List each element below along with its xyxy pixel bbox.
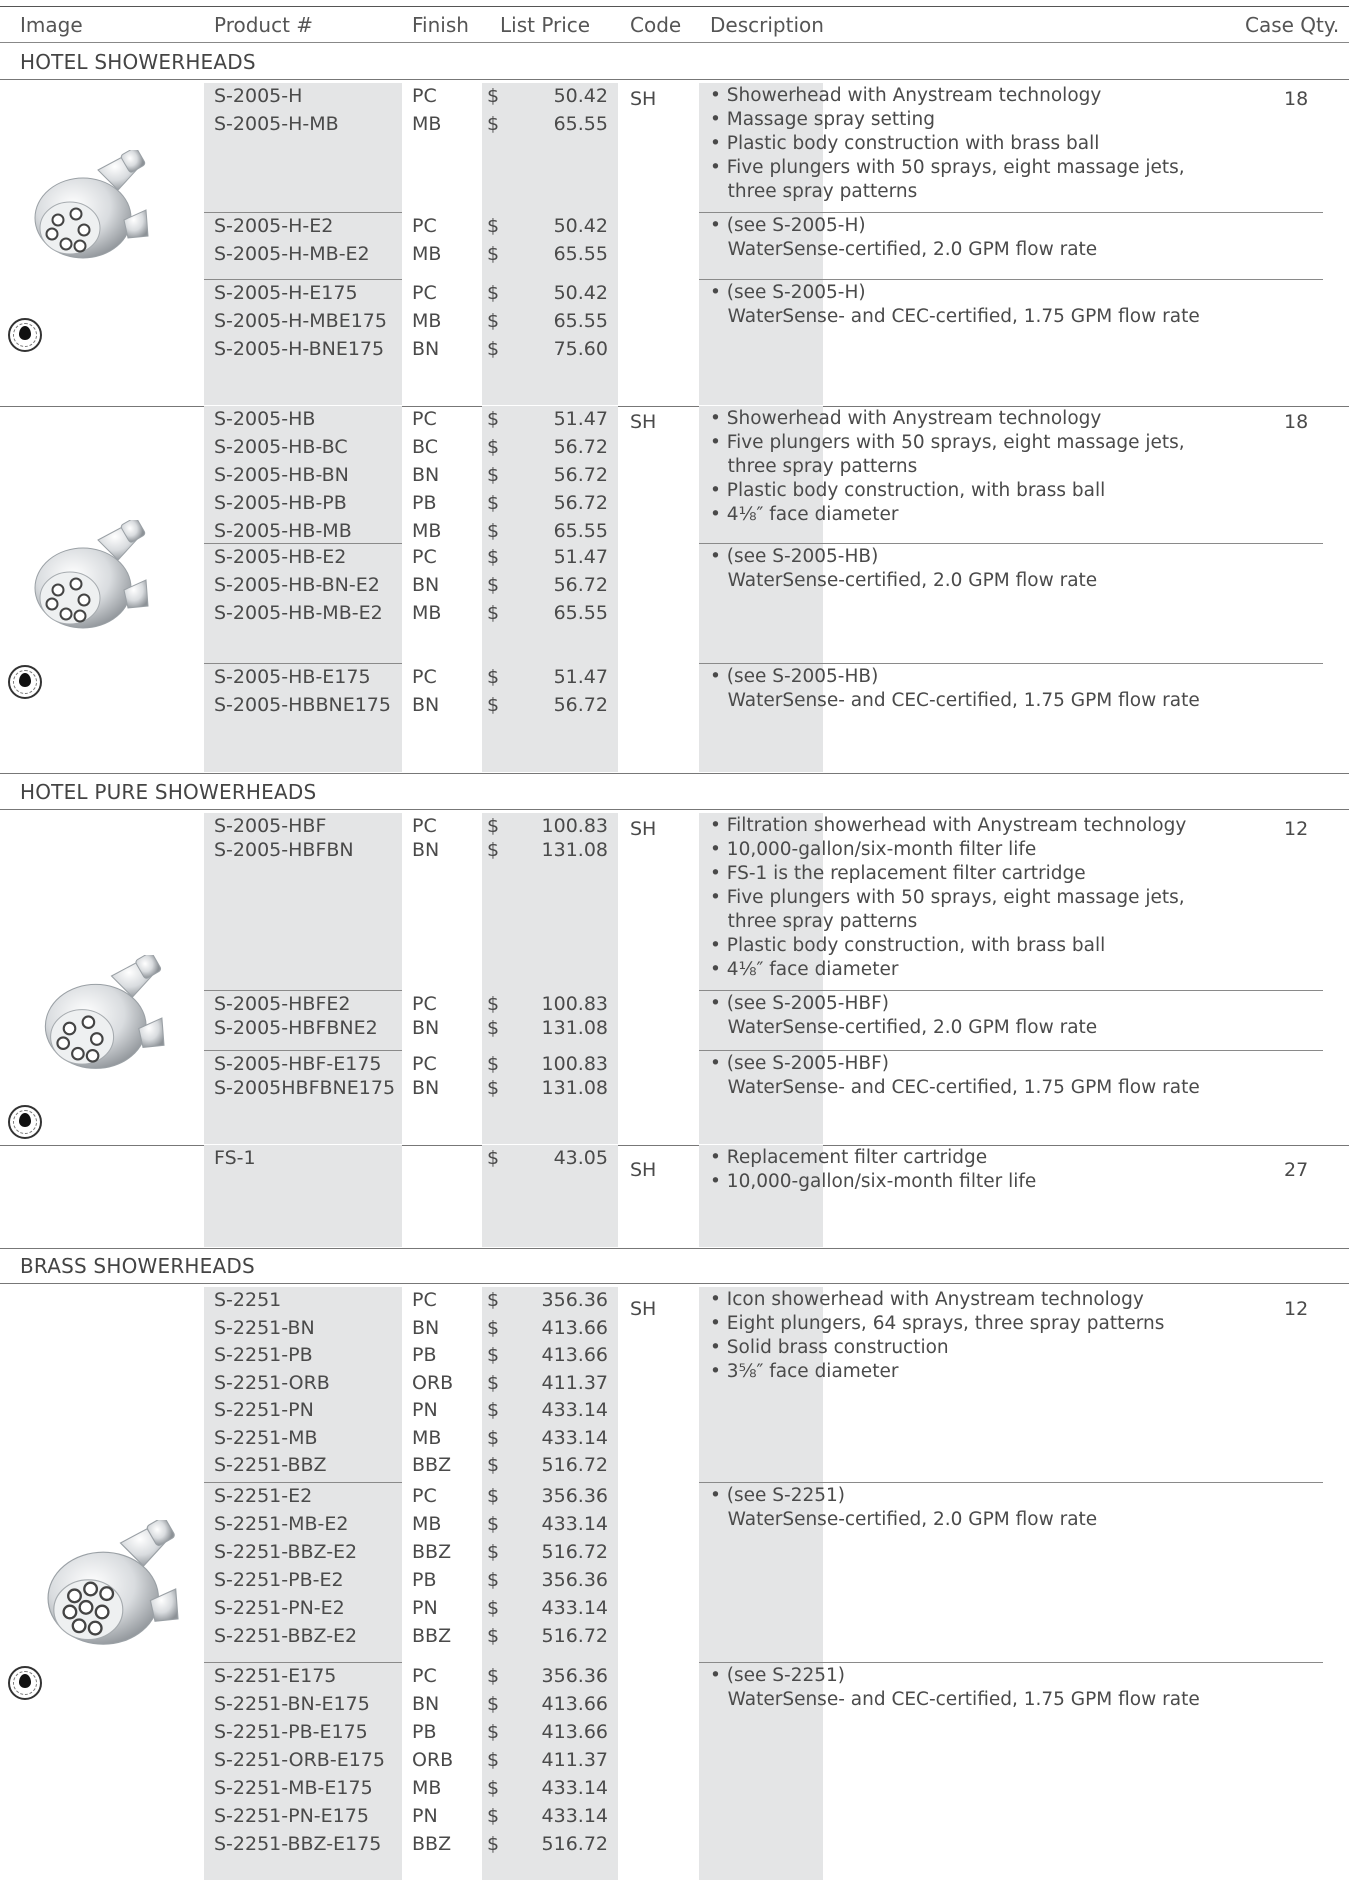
header-image: Image xyxy=(20,13,83,37)
finish-code: PN xyxy=(412,1399,438,1421)
description-line: • (see S-2251) xyxy=(710,1665,846,1686)
currency-symbol: $ xyxy=(487,1805,500,1827)
list-price: 65.55 xyxy=(553,602,608,624)
list-price: 131.08 xyxy=(541,1077,608,1099)
product-code: SH xyxy=(630,1159,657,1181)
list-price: 433.14 xyxy=(541,1777,608,1799)
description-line: • Replacement filter cartridge xyxy=(710,1147,988,1168)
description-line: three spray patterns xyxy=(710,911,918,932)
list-price: 50.42 xyxy=(553,282,608,304)
group-rule xyxy=(204,279,402,280)
product-number[interactable]: S-2005-H xyxy=(214,85,303,107)
product-number[interactable]: S-2005-HB-BN-E2 xyxy=(214,574,380,596)
currency-symbol: $ xyxy=(487,1053,500,1075)
finish-code: BN xyxy=(412,1017,440,1039)
list-price: 50.42 xyxy=(553,85,608,107)
currency-symbol: $ xyxy=(487,1316,500,1339)
description-line: three spray patterns xyxy=(710,181,918,202)
product-number[interactable]: S-2251-BBZ-E2 xyxy=(214,1625,358,1647)
list-price: 65.55 xyxy=(553,310,608,332)
product-number[interactable]: S-2005-H-MB xyxy=(214,113,339,135)
currency-symbol: $ xyxy=(487,574,500,596)
product-number[interactable]: S-2005-HB-MB xyxy=(214,520,352,542)
description-line: WaterSense- and CEC-certified, 1.75 GPM flow rate xyxy=(710,1077,1200,1098)
currency-symbol: $ xyxy=(487,1625,500,1647)
product-number[interactable]: S-2251-BBZ-E175 xyxy=(214,1833,382,1855)
description-line: • (see S-2005-HB) xyxy=(710,546,879,567)
currency-symbol: $ xyxy=(487,1344,500,1366)
currency-symbol: $ xyxy=(487,1597,500,1619)
list-price: 356.36 xyxy=(541,1665,608,1687)
group-rule xyxy=(204,1662,402,1663)
list-price: 56.72 xyxy=(553,574,608,596)
finish-code: PB xyxy=(412,1344,437,1366)
product-code: SH xyxy=(630,1298,657,1320)
list-price: 516.72 xyxy=(541,1625,608,1647)
list-price: 413.66 xyxy=(541,1316,608,1339)
product-number[interactable]: S-2005-HB-BC xyxy=(214,436,348,458)
product-number[interactable]: S-2005-HB-BN xyxy=(214,464,349,486)
description-line: • Massage spray setting xyxy=(710,109,935,130)
list-price: 43.05 xyxy=(553,1147,608,1169)
product-number[interactable]: S-2005-HB-PB xyxy=(214,492,347,514)
product-number[interactable]: S-2251-BN xyxy=(214,1316,315,1339)
currency-symbol: $ xyxy=(487,1569,500,1591)
list-price: 356.36 xyxy=(541,1569,608,1591)
finish-code: MB xyxy=(412,520,442,542)
product-number[interactable]: S-2251 xyxy=(214,1289,282,1311)
list-price: 413.66 xyxy=(541,1721,608,1743)
finish-code: PB xyxy=(412,492,437,514)
product-number[interactable]: S-2251-PB-E175 xyxy=(214,1721,368,1743)
description-line: • (see S-2005-HB) xyxy=(710,666,879,687)
product-number[interactable]: S-2251-E175 xyxy=(214,1665,337,1687)
finish-code: MB xyxy=(412,1426,442,1449)
product-number[interactable]: S-2251-MB-E2 xyxy=(214,1513,349,1535)
product-rule xyxy=(0,1248,1349,1249)
description-line: • Plastic body construction, with brass ball xyxy=(710,480,1106,501)
list-price: 56.72 xyxy=(553,694,608,716)
watersense-badge-icon xyxy=(8,1105,42,1139)
list-price: 411.37 xyxy=(541,1749,608,1771)
product-number[interactable]: S-2251-BN-E175 xyxy=(214,1693,370,1715)
currency-symbol: $ xyxy=(487,520,500,542)
currency-symbol: $ xyxy=(487,408,500,430)
currency-symbol: $ xyxy=(487,492,500,514)
product-rule xyxy=(0,1145,1349,1146)
product-number[interactable]: S-2005-HBFE2 xyxy=(214,993,351,1015)
showerhead-photo xyxy=(28,150,158,270)
description-line: WaterSense-certified, 2.0 GPM flow rate xyxy=(710,239,1098,260)
list-price: 516.72 xyxy=(541,1833,608,1855)
finish-code: PC xyxy=(412,546,437,568)
product-number[interactable]: S-2005-HB-E175 xyxy=(214,666,371,688)
group-rule xyxy=(699,1662,1323,1663)
description-line: • (see S-2251) xyxy=(710,1485,846,1506)
product-number[interactable]: S-2005-HBF xyxy=(214,815,327,837)
product-number[interactable]: S-2005-HB xyxy=(214,408,316,430)
currency-symbol: $ xyxy=(487,602,500,624)
description-line: • Solid brass construction xyxy=(710,1337,949,1358)
finish-code: BN xyxy=(412,574,440,596)
finish-code: BN xyxy=(412,694,440,716)
group-rule xyxy=(699,543,1323,544)
product-number[interactable]: S-2005-HB-MB-E2 xyxy=(214,602,383,624)
case-qty: 27 xyxy=(1284,1159,1309,1181)
finish-code: PC xyxy=(412,215,437,237)
finish-code: MB xyxy=(412,1777,442,1799)
watersense-badge-icon xyxy=(8,665,42,699)
group-rule xyxy=(204,1050,402,1051)
finish-code: PB xyxy=(412,1569,437,1591)
list-price: 75.60 xyxy=(553,338,608,360)
list-price: 516.72 xyxy=(541,1541,608,1563)
header-case-qty: Case Qty. xyxy=(1245,13,1340,37)
product-number[interactable]: S-2251-PN xyxy=(214,1399,314,1421)
product-number[interactable]: S-2005HBFBNE175 xyxy=(214,1077,396,1099)
list-price: 56.72 xyxy=(553,464,608,486)
finish-code: BC xyxy=(412,436,438,458)
showerhead-photo xyxy=(28,520,158,640)
currency-symbol: $ xyxy=(487,1749,500,1771)
description-line: • 10,000-gallon/six-month filter life xyxy=(710,839,1037,860)
finish-code: BBZ xyxy=(412,1454,452,1476)
header-finish: Finish xyxy=(412,13,469,37)
finish-code: MB xyxy=(412,113,442,135)
description-line: three spray patterns xyxy=(710,456,918,477)
currency-symbol: $ xyxy=(487,1665,500,1687)
showerhead-photo xyxy=(38,955,175,1081)
list-price: 131.08 xyxy=(541,1017,608,1039)
description-line: • 10,000-gallon/six-month filter life xyxy=(710,1171,1037,1192)
description-line: • Plastic body construction with brass ball xyxy=(710,133,1100,154)
group-rule xyxy=(699,663,1323,664)
description-line: • (see S-2005-HBF) xyxy=(710,1053,889,1074)
list-price: 51.47 xyxy=(553,408,608,430)
finish-code: BN xyxy=(412,1077,440,1099)
product-number[interactable]: S-2005-HBF-E175 xyxy=(214,1053,382,1075)
showerhead-photo xyxy=(40,1520,190,1658)
currency-symbol: $ xyxy=(487,1454,500,1476)
group-rule xyxy=(699,1482,1323,1483)
description-line: • Showerhead with Anystream technology xyxy=(710,85,1102,106)
product-number[interactable]: S-2005-H-BNE175 xyxy=(214,338,385,360)
product-number[interactable]: S-2251-PN-E175 xyxy=(214,1805,369,1827)
currency-symbol: $ xyxy=(487,1721,500,1743)
product-number[interactable]: S-2251-ORB xyxy=(214,1371,330,1394)
description-line: • FS-1 is the replacement filter cartridge xyxy=(710,863,1086,884)
product-rule xyxy=(0,406,1349,407)
currency-symbol: $ xyxy=(487,1485,500,1507)
list-price: 51.47 xyxy=(553,666,608,688)
description-line: • Icon showerhead with Anystream technology xyxy=(710,1289,1144,1310)
product-number[interactable]: S-2005-HBBNE175 xyxy=(214,694,391,716)
currency-symbol: $ xyxy=(487,815,500,837)
finish-code: PN xyxy=(412,1805,438,1827)
finish-code: BBZ xyxy=(412,1541,452,1563)
finish-code: BN xyxy=(412,1693,440,1715)
header-rule xyxy=(0,42,1349,43)
currency-symbol: $ xyxy=(487,694,500,716)
description-line: • 4⅛″ face diameter xyxy=(710,959,899,980)
description-line: • Plastic body construction, with brass ball xyxy=(710,935,1106,956)
case-qty: 12 xyxy=(1284,1298,1309,1320)
description-line: • (see S-2005-HBF) xyxy=(710,993,889,1014)
finish-code: PC xyxy=(412,1053,437,1075)
currency-symbol: $ xyxy=(487,993,500,1015)
list-price: 433.14 xyxy=(541,1426,608,1449)
list-price: 433.14 xyxy=(541,1513,608,1535)
list-price: 100.83 xyxy=(541,993,608,1015)
finish-code: BN xyxy=(412,1316,440,1339)
description-line: • Showerhead with Anystream technology xyxy=(710,408,1102,429)
currency-symbol: $ xyxy=(487,215,500,237)
finish-code: PC xyxy=(412,666,437,688)
product-number[interactable]: S-2251-ORB-E175 xyxy=(214,1749,385,1771)
description-line: WaterSense- and CEC-certified, 1.75 GPM flow rate xyxy=(710,306,1200,327)
finish-code: PC xyxy=(412,1289,437,1311)
finish-code: MB xyxy=(412,243,442,265)
description-line: • 4⅛″ face diameter xyxy=(710,504,899,525)
group-rule xyxy=(204,990,402,991)
currency-symbol: $ xyxy=(487,1513,500,1535)
list-price: 433.14 xyxy=(541,1399,608,1421)
list-price: 356.36 xyxy=(541,1289,608,1311)
finish-code: PC xyxy=(412,993,437,1015)
currency-symbol: $ xyxy=(487,666,500,688)
finish-code: MB xyxy=(412,310,442,332)
currency-symbol: $ xyxy=(487,1371,500,1394)
header-product: Product # xyxy=(214,13,314,37)
product-number[interactable]: S-2251-PB xyxy=(214,1344,313,1366)
finish-code: ORB xyxy=(412,1749,454,1771)
case-qty: 18 xyxy=(1284,88,1309,110)
currency-symbol: $ xyxy=(487,1077,500,1099)
product-number[interactable]: S-2251-E2 xyxy=(214,1485,313,1507)
list-price: 65.55 xyxy=(553,520,608,542)
header-code: Code xyxy=(630,13,682,37)
description-line: • Filtration showerhead with Anystream technology xyxy=(710,815,1187,836)
watersense-badge-icon xyxy=(8,318,42,352)
group-rule xyxy=(204,543,402,544)
description-line: • (see S-2005-H) xyxy=(710,215,866,236)
currency-symbol: $ xyxy=(487,1017,500,1039)
description-line: • Five plungers with 50 sprays, eight massage jets, xyxy=(710,432,1185,453)
group-rule xyxy=(699,279,1323,280)
product-number[interactable]: S-2005-HB-E2 xyxy=(214,546,347,568)
product-number[interactable]: S-2251-PN-E2 xyxy=(214,1597,345,1619)
finish-code: PC xyxy=(412,282,437,304)
product-number[interactable]: S-2005-H-E2 xyxy=(214,215,334,237)
section-rule xyxy=(0,809,1349,810)
finish-code: BBZ xyxy=(412,1625,452,1647)
currency-symbol: $ xyxy=(487,113,500,135)
currency-symbol: $ xyxy=(487,1399,500,1421)
list-price: 50.42 xyxy=(553,215,608,237)
currency-symbol: $ xyxy=(487,1426,500,1449)
currency-symbol: $ xyxy=(487,1147,500,1169)
finish-code: BBZ xyxy=(412,1833,452,1855)
group-rule xyxy=(699,990,1323,991)
currency-symbol: $ xyxy=(487,1289,500,1311)
list-price: 65.55 xyxy=(553,243,608,265)
product-number[interactable]: FS-1 xyxy=(214,1147,256,1169)
currency-symbol: $ xyxy=(487,310,500,332)
list-price: 131.08 xyxy=(541,839,608,861)
description-line: WaterSense- and CEC-certified, 1.75 GPM flow rate xyxy=(710,1689,1200,1710)
header-list-price: List Price xyxy=(500,13,591,37)
list-price: 411.37 xyxy=(541,1371,608,1394)
description-line: • (see S-2005-H) xyxy=(710,282,866,303)
finish-code: PN xyxy=(412,1597,438,1619)
currency-symbol: $ xyxy=(487,1541,500,1563)
list-price: 51.47 xyxy=(553,546,608,568)
product-number[interactable]: S-2251-MB-E175 xyxy=(214,1777,373,1799)
currency-symbol: $ xyxy=(487,282,500,304)
finish-code: MB xyxy=(412,602,442,624)
case-qty: 18 xyxy=(1284,411,1309,433)
group-rule xyxy=(204,212,402,213)
product-number[interactable]: S-2005-HBFBN xyxy=(214,839,354,861)
currency-symbol: $ xyxy=(487,546,500,568)
product-number[interactable]: S-2005-H-E175 xyxy=(214,282,358,304)
currency-symbol: $ xyxy=(487,1833,500,1855)
list-price: 516.72 xyxy=(541,1454,608,1476)
currency-symbol: $ xyxy=(487,243,500,265)
currency-symbol: $ xyxy=(487,1693,500,1715)
finish-code: PC xyxy=(412,815,437,837)
section-rule xyxy=(0,1283,1349,1284)
description-line: • 3⅝″ face diameter xyxy=(710,1361,899,1382)
list-price: 413.66 xyxy=(541,1344,608,1366)
product-code: SH xyxy=(630,818,657,840)
top-rule xyxy=(0,6,1349,7)
currency-symbol: $ xyxy=(487,1777,500,1799)
list-price: 356.36 xyxy=(541,1485,608,1507)
description-line: • Eight plungers, 64 sprays, three spray patterns xyxy=(710,1313,1165,1334)
description-line: WaterSense-certified, 2.0 GPM flow rate xyxy=(710,570,1098,591)
finish-code: PC xyxy=(412,85,437,107)
product-number[interactable]: S-2251-BBZ xyxy=(214,1454,327,1476)
currency-symbol: $ xyxy=(487,338,500,360)
product-number[interactable]: S-2251-BBZ-E2 xyxy=(214,1541,358,1563)
description-line: • Five plungers with 50 sprays, eight massage jets, xyxy=(710,157,1185,178)
description-line: WaterSense- and CEC-certified, 1.75 GPM flow rate xyxy=(710,690,1200,711)
description-line: WaterSense-certified, 2.0 GPM flow rate xyxy=(710,1509,1098,1530)
finish-code: BN xyxy=(412,839,440,861)
product-code: SH xyxy=(630,88,657,110)
case-qty: 12 xyxy=(1284,818,1309,840)
currency-symbol: $ xyxy=(487,85,500,107)
header-description: Description xyxy=(710,13,824,37)
list-price: 56.72 xyxy=(553,436,608,458)
list-price: 413.66 xyxy=(541,1693,608,1715)
product-number[interactable]: S-2005-H-MBE175 xyxy=(214,310,387,332)
list-price: 100.83 xyxy=(541,1053,608,1075)
list-price: 65.55 xyxy=(553,113,608,135)
group-rule xyxy=(699,212,1323,213)
product-code: SH xyxy=(630,411,657,433)
section-title: HOTEL PURE SHOWERHEADS xyxy=(20,780,317,804)
product-number[interactable]: S-2005-H-MB-E2 xyxy=(214,243,370,265)
group-rule xyxy=(204,1482,402,1483)
description-line: WaterSense-certified, 2.0 GPM flow rate xyxy=(710,1017,1098,1038)
finish-code: BN xyxy=(412,338,440,360)
product-number[interactable]: S-2251-MB xyxy=(214,1426,318,1449)
list-price: 433.14 xyxy=(541,1597,608,1619)
section-title: HOTEL SHOWERHEADS xyxy=(20,50,256,74)
watersense-badge-icon xyxy=(8,1666,42,1700)
list-price: 433.14 xyxy=(541,1805,608,1827)
section-rule xyxy=(0,79,1349,80)
currency-symbol: $ xyxy=(487,839,500,861)
finish-code: MB xyxy=(412,1513,442,1535)
finish-code: PC xyxy=(412,1485,437,1507)
currency-symbol: $ xyxy=(487,436,500,458)
finish-code: PC xyxy=(412,1665,437,1687)
finish-code: ORB xyxy=(412,1371,454,1394)
section-title: BRASS SHOWERHEADS xyxy=(20,1254,255,1278)
group-rule xyxy=(204,663,402,664)
group-rule xyxy=(699,1050,1323,1051)
product-rule xyxy=(0,773,1349,774)
list-price: 56.72 xyxy=(553,492,608,514)
finish-code: PB xyxy=(412,1721,437,1743)
description-line: • Five plungers with 50 sprays, eight massage jets, xyxy=(710,887,1185,908)
product-number[interactable]: S-2005-HBFBNE2 xyxy=(214,1017,378,1039)
product-number[interactable]: S-2251-PB-E2 xyxy=(214,1569,344,1591)
finish-code: BN xyxy=(412,464,440,486)
finish-code: PC xyxy=(412,408,437,430)
list-price: 100.83 xyxy=(541,815,608,837)
currency-symbol: $ xyxy=(487,464,500,486)
